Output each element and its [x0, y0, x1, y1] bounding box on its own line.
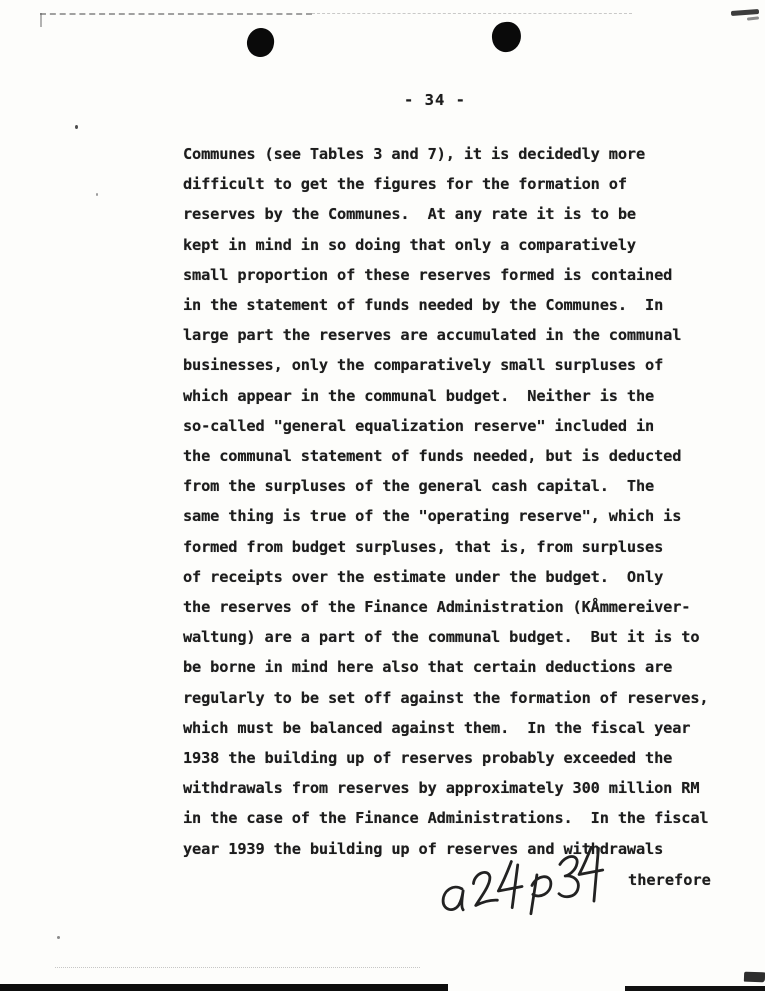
text-line: large part the reserves are accumulated in the communal — [183, 326, 682, 345]
body-text — [183, 139, 708, 864]
text-line: be borne in mind here also that certain deductions are — [183, 658, 673, 677]
ink-speck — [75, 125, 78, 129]
page-number: - 34 - — [404, 91, 466, 109]
scan-artifact-smudge — [747, 16, 759, 20]
text-line: businesses, only the comparatively small surpluses of — [183, 356, 664, 375]
handwritten-annotation — [430, 846, 625, 926]
scan-artifact-rule — [312, 13, 632, 14]
text-line: year 1939 the building up of reserves and withdrawals — [183, 839, 664, 858]
scan-artifact-smudge — [731, 9, 759, 16]
scan-artifact-smudge — [744, 972, 765, 983]
text-line: withdrawals from reserves by approximately 300 million RM — [183, 779, 700, 798]
scan-artifact-bar — [0, 984, 448, 991]
text-line: the reserves of the Finance Administration (KÅmmereiver- — [183, 598, 691, 617]
hole-punch-mark — [491, 21, 523, 54]
ink-speck — [96, 193, 98, 196]
text-line: Communes (see Tables 3 and 7), it is decidedly more — [183, 145, 646, 163]
hole-punch-mark — [245, 26, 276, 58]
continuation-word: therefore — [628, 871, 711, 889]
scan-artifact-rule — [40, 13, 312, 15]
text-line: reserves by the Communes. At any rate it is to be — [183, 205, 636, 224]
text-line: same thing is true of the "operating reserve", which is — [183, 507, 682, 526]
text-line: which must be balanced against them. In the fiscal year — [183, 718, 691, 737]
text-line: kept in mind in so doing that only a comparatively — [183, 235, 636, 254]
text-line: formed from budget surpluses, that is, from surpluses — [183, 537, 664, 556]
text-line: from the surpluses of the general cash capital. The — [183, 477, 655, 496]
text-line: in the statement of funds needed by the Communes. In — [183, 296, 664, 315]
ink-speck — [57, 936, 60, 939]
scan-artifact-tick — [40, 13, 42, 27]
text-line: of receipts over the estimate under the budget. Only — [183, 567, 664, 586]
scan-artifact-bar — [625, 986, 765, 991]
text-line: in the case of the Finance Administrations. In the fiscal — [183, 809, 709, 828]
scan-artifact-rule — [55, 967, 420, 968]
text-line: regularly to be set off against the formation of reserves, — [183, 688, 709, 707]
text-line: so-called "general equalization reserve" included in — [183, 416, 655, 435]
text-line: 1938 the building up of reserves probably exceeded the — [183, 749, 673, 768]
text-line: the communal statement of funds needed, but is deducted — [183, 447, 682, 466]
text-line: which appear in the communal budget. Neither is the — [183, 386, 655, 405]
text-line: small proportion of these reserves formed is contained — [183, 265, 673, 284]
text-line: difficult to get the figures for the formation of — [183, 175, 627, 194]
text-line: waltung) are a part of the communal budget. But it is to — [183, 628, 700, 647]
